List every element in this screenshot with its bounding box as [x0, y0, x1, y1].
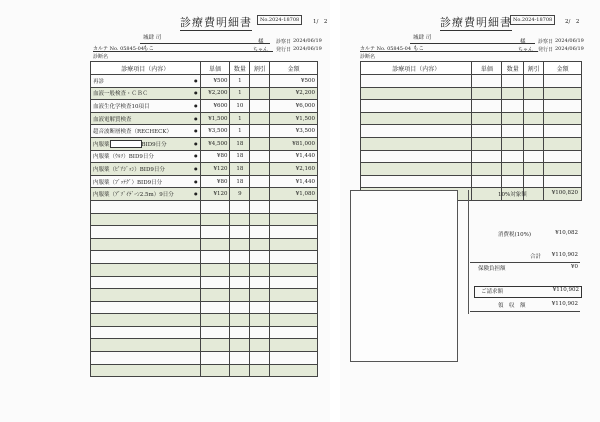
- table-row: [91, 112, 318, 125]
- tax-label: 消費税(10%): [498, 232, 532, 238]
- issue-date: 2024/06/19: [555, 46, 584, 52]
- item-price: ¥1,500: [200, 112, 230, 125]
- owner-honorific: 様: [520, 39, 526, 45]
- owner-name: 城肆 司: [143, 35, 162, 41]
- item-price: ¥80: [200, 175, 230, 188]
- item-price: ¥120: [200, 188, 230, 201]
- header-qty: 数量: [502, 62, 524, 75]
- item-amount: ¥1,440: [270, 150, 318, 163]
- pet-name: もこ: [413, 46, 425, 52]
- header-item: 診療項目（内容）: [361, 62, 472, 75]
- item-amount: ¥1,440: [270, 175, 318, 188]
- table-row: [91, 163, 318, 176]
- item-name: 内服薬（ｳﾙｿ）BID9日分 ●: [91, 150, 201, 163]
- table-row: [361, 125, 582, 138]
- item-name: 再診 ●: [91, 75, 201, 88]
- header-item: 診療項目（内容）: [91, 62, 201, 75]
- owner-underline: [140, 43, 270, 44]
- item-discount: [250, 87, 270, 100]
- karte-number: カルテ No. 05845-04: [360, 46, 412, 52]
- diagnosis-label: 診断名: [360, 54, 376, 60]
- header-amount: 金額: [270, 62, 318, 75]
- item-price: ¥600: [200, 100, 230, 113]
- billing-amount: ¥110,902: [552, 287, 579, 293]
- table-row: [91, 251, 318, 264]
- table-row: [91, 200, 318, 213]
- total-label: 合計: [530, 254, 542, 260]
- pet-suffix: ちゃん: [253, 47, 269, 53]
- item-amount: ¥500: [270, 75, 318, 88]
- item-discount: [250, 100, 270, 113]
- table-row: [91, 137, 318, 150]
- header-discount: 割引: [524, 62, 544, 75]
- page-title: 診療費明細書: [180, 16, 252, 29]
- stamp-box: [350, 190, 458, 362]
- table-row: [91, 238, 318, 251]
- item-qty: 1: [230, 87, 250, 100]
- item-price: ¥2,200: [200, 87, 230, 100]
- owner-honorific: 様: [258, 39, 264, 45]
- page-number: 2/ 2: [565, 19, 580, 25]
- item-name: 内服薬（ﾌﾞｯﾃｸﾞ）BID9日分 ●: [91, 175, 201, 188]
- items-table: [360, 61, 582, 201]
- table-row: [91, 352, 318, 365]
- owner-underline: [410, 43, 535, 44]
- item-qty: 18: [230, 163, 250, 176]
- table-row: [361, 175, 582, 188]
- insurance-row: [470, 264, 580, 274]
- table-row: [361, 137, 582, 150]
- consult-label: 診察日: [538, 39, 554, 45]
- table-row: [91, 326, 318, 339]
- taxable-label: 10%対象額: [498, 192, 527, 198]
- billing-row: [474, 286, 582, 298]
- item-discount: [250, 163, 270, 176]
- diagnosis-label: 診断名: [93, 54, 109, 60]
- consult-label: 診察日: [276, 39, 292, 45]
- header-amount: 金額: [544, 62, 582, 75]
- item-qty: 18: [230, 137, 250, 150]
- table-row: [91, 263, 318, 276]
- pet-underline: [360, 51, 538, 52]
- header-price: 単価: [472, 62, 502, 75]
- item-price: ¥120: [200, 163, 230, 176]
- table-row: [361, 163, 582, 176]
- insurance-amount: ¥0: [571, 264, 578, 270]
- item-amount: ¥6,000: [270, 100, 318, 113]
- item-name: 超音波断層検査（RECHECK） ●: [91, 125, 201, 138]
- tax-amount: ¥10,082: [555, 230, 578, 236]
- item-amount: ¥2,160: [270, 163, 318, 176]
- received-row: [470, 301, 580, 312]
- total-row: [470, 252, 580, 263]
- karte-number: カルテ No. 05845-04: [93, 46, 145, 52]
- table-row: [91, 213, 318, 226]
- insurance-label: 保険負担額: [478, 266, 506, 272]
- header-qty: 数量: [230, 62, 250, 75]
- received-label: 領 収 額: [498, 303, 526, 309]
- items-table: [90, 61, 318, 377]
- doc-number: No.2024-18708: [510, 15, 555, 25]
- item-price: ¥500: [200, 75, 230, 88]
- item-amount: ¥2,200: [270, 87, 318, 100]
- item-price: ¥3,500: [200, 125, 230, 138]
- table-row: [91, 226, 318, 239]
- issue-label: 発行日: [276, 47, 292, 53]
- item-name: 血液生化学検査10項目 ●: [91, 100, 201, 113]
- table-row: [361, 112, 582, 125]
- page-number: 1/ 2: [313, 19, 328, 25]
- taxable-row: [470, 190, 580, 201]
- table-row: [91, 150, 318, 163]
- total-amount: ¥110,902: [551, 252, 578, 258]
- table-row: [91, 276, 318, 289]
- table-row: [91, 100, 318, 113]
- table-row: [91, 364, 318, 377]
- issue-label: 発行日: [538, 47, 554, 53]
- item-price: ¥80: [200, 150, 230, 163]
- item-amount: ¥3,500: [270, 125, 318, 138]
- item-qty: 18: [230, 150, 250, 163]
- taxable-amount: ¥100,820: [551, 190, 578, 196]
- consult-date: 2024/06/19: [555, 38, 584, 44]
- pet-name: もこ: [143, 46, 155, 52]
- item-qty: 10: [230, 100, 250, 113]
- item-qty: 18: [230, 175, 250, 188]
- table-row: [91, 87, 318, 100]
- item-name: 血液電解質検査 ●: [91, 112, 201, 125]
- table-row: [91, 339, 318, 352]
- item-amount: ¥1,500: [270, 112, 318, 125]
- table-row: [91, 175, 318, 188]
- item-discount: [250, 150, 270, 163]
- item-discount: [250, 188, 270, 201]
- table-row: [91, 301, 318, 314]
- table-row: [361, 150, 582, 163]
- table-row: [361, 87, 582, 100]
- item-qty: 1: [230, 75, 250, 88]
- item-qty: 1: [230, 125, 250, 138]
- pet-suffix: ちゃん: [518, 47, 534, 53]
- header-discount: 割引: [250, 62, 270, 75]
- table-row: [91, 75, 318, 88]
- item-discount: [250, 175, 270, 188]
- item-discount: [250, 75, 270, 88]
- pet-underline: [93, 51, 273, 52]
- table-row: [91, 188, 318, 201]
- item-name: 内服薬 BID9日分 ●: [91, 137, 201, 150]
- owner-name: 城肆 司: [413, 35, 432, 41]
- table-row: [91, 289, 318, 302]
- item-discount: [250, 125, 270, 138]
- table-row: [361, 100, 582, 113]
- tax-row: [470, 230, 580, 240]
- redacted-box: [110, 140, 142, 148]
- table-row: [91, 314, 318, 327]
- issue-date: 2024/06/19: [293, 46, 322, 52]
- doc-number: No.2024-18708: [257, 15, 302, 25]
- received-amount: ¥110,902: [551, 301, 578, 307]
- consult-date: 2024/06/19: [293, 38, 322, 44]
- item-price: ¥4,500: [200, 137, 230, 150]
- item-name: 内服薬（ｱﾞｿﾞｲﾃﾞｰﾝ2.5m）9日分 ●: [91, 188, 201, 201]
- item-name: 血液一般検査・ＣＢＣ ●: [91, 87, 201, 100]
- item-qty: 1: [230, 112, 250, 125]
- billing-label: ご請求額: [481, 289, 504, 295]
- page-title: 診療費明細書: [440, 16, 512, 29]
- item-amount: ¥1,080: [270, 188, 318, 201]
- item-amount: ¥81,000: [270, 137, 318, 150]
- item-qty: 9: [230, 188, 250, 201]
- table-row: [361, 75, 582, 88]
- table-row: [91, 125, 318, 138]
- item-discount: [250, 137, 270, 150]
- item-discount: [250, 112, 270, 125]
- item-name: 内服薬（ﾋﾟｱｼﾞｯﾝ）BID9日分 ●: [91, 163, 201, 176]
- header-price: 単価: [200, 62, 230, 75]
